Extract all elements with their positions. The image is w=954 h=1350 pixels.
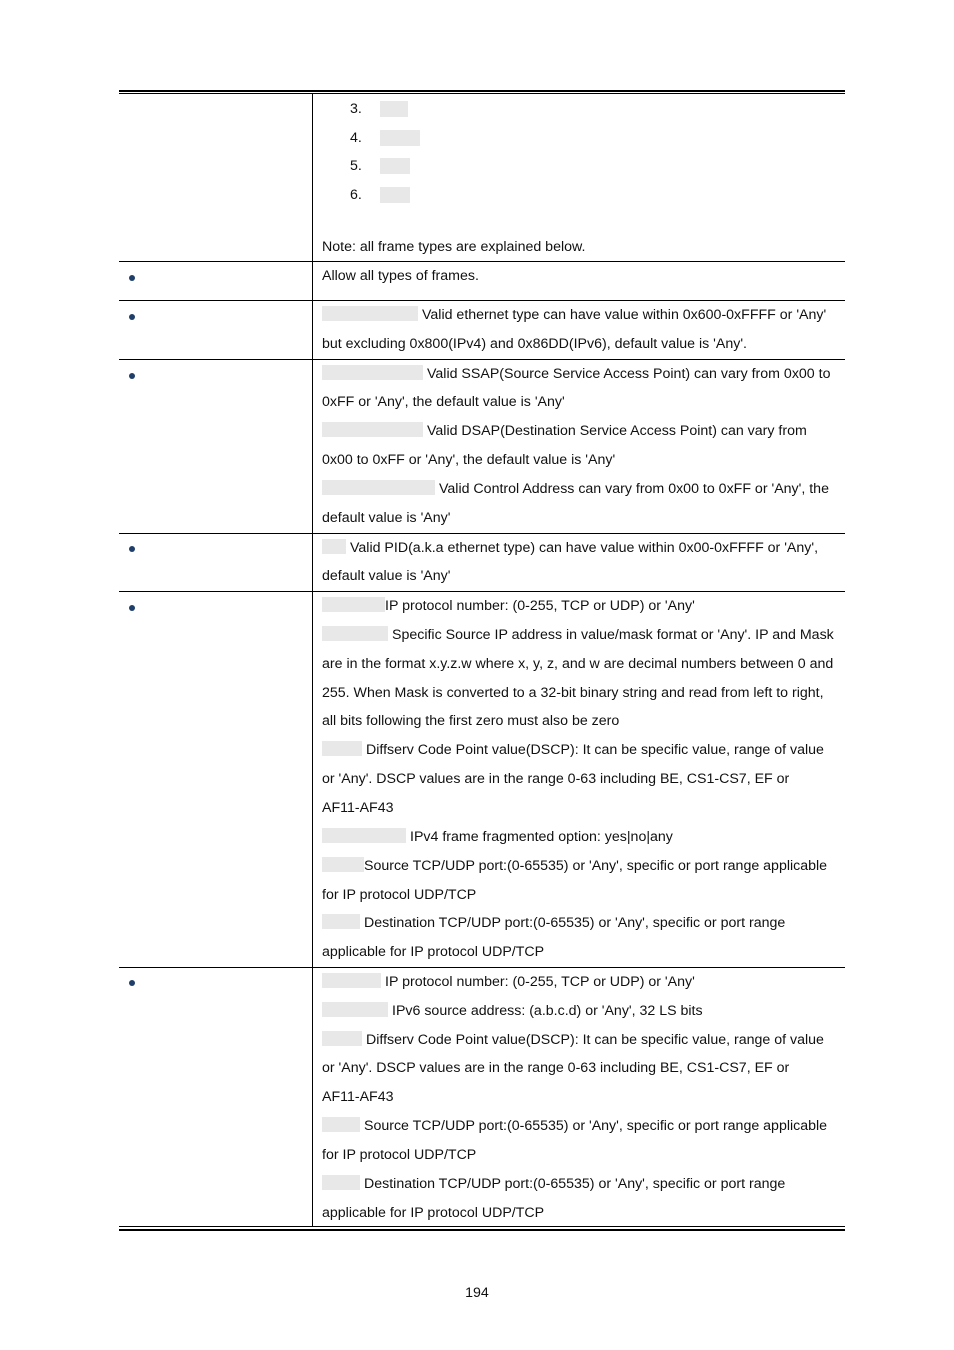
row-divider [119,300,845,301]
column-divider [312,93,313,1226]
field-name-placeholder [322,973,381,988]
llc-line: Valid DSAP(Destination Service Access Point) can vary from [322,422,807,440]
ipv4-line: Source TCP/UDP port:(0-65535) or 'Any', specific or port range applicable [322,857,827,875]
row-divider [119,591,845,592]
field-name-placeholder [322,1031,362,1046]
row-bullet [129,275,135,281]
ipv4-line: are in the format x.y.z.w where x, y, z, and w are decimal numbers between 0 and [322,656,834,672]
ipv4-line: 255. When Mask is converted to a 32-bit binary string and read from left to right, [322,685,824,701]
row-bullet [129,980,135,986]
page-number: 194 [465,1285,489,1301]
ipv4-line: Specific Source IP address in value/mask format or 'Any'. IP and Mask [322,626,834,644]
llc-line: default value is 'Any' [322,510,451,526]
row-divider [119,359,845,360]
ipv4-line: IPv4 frame fragmented option: yes|no|any [322,828,673,846]
field-name-placeholder [322,1175,360,1190]
field-name-placeholder [322,365,423,380]
row-divider [119,261,845,262]
row-divider [119,533,845,534]
ipv4-line: AF11-AF43 [322,800,394,816]
ipv4-line: Diffserv Code Point value(DSCP): It can be specific value, range of value [322,741,824,759]
table-top-rule-inner [119,93,845,94]
ipv6-line: IP protocol number: (0-255, TCP or UDP) or 'Any' [322,973,695,991]
ipv4-line: for IP protocol UDP/TCP [322,887,477,903]
field-name-placeholder [322,306,418,321]
row-bullet [129,605,135,611]
ipv4-line: IP protocol number: (0-255, TCP or UDP) or 'Any' [322,597,695,615]
table-bottom-rule [119,1229,845,1231]
llc-line: Valid SSAP(Source Service Access Point) can vary from 0x00 to [322,365,830,383]
field-name-placeholder [322,914,360,929]
ipv6-line: or 'Any'. DSCP values are in the range 0-63 including BE, CS1-CS7, EF or [322,1060,790,1076]
field-name-placeholder [322,857,364,872]
ipv6-line: Diffserv Code Point value(DSCP): It can be specific value, range of value [322,1031,824,1049]
list-item-placeholder [380,130,420,146]
list-number: 6. [350,187,362,203]
field-name-placeholder [322,1117,360,1132]
list-item-placeholder [380,158,410,174]
field-name-placeholder [322,741,362,756]
snap-line: default value is 'Any' [322,568,451,584]
ipv4-line: or 'Any'. DSCP values are in the range 0-63 including BE, CS1-CS7, EF or [322,771,790,787]
list-number: 4. [350,130,362,146]
llc-line: 0x00 to 0xFF or 'Any', the default value is 'Any' [322,452,616,468]
llc-line: Valid Control Address can vary from 0x00 to 0xFF or 'Any', the [322,480,829,498]
list-number: 5. [350,158,362,174]
field-name-placeholder [322,1002,388,1017]
ethernet-line: but excluding 0x800(IPv4) and 0x86DD(IPv6), default value is 'Any'. [322,336,747,352]
ipv6-line: AF11-AF43 [322,1089,394,1105]
row-bullet [129,373,135,379]
ipv6-line: Destination TCP/UDP port:(0-65535) or 'Any', specific or port range [322,1175,785,1193]
field-name-placeholder [322,539,346,554]
field-name-placeholder [322,480,435,495]
note-text: Note: all frame types are explained below. [322,239,586,255]
row-bullet [129,546,135,552]
table-top-rule [119,90,845,92]
ipv6-line: IPv6 source address: (a.b.c.d) or 'Any', 32 LS bits [322,1002,703,1020]
row-divider [119,967,845,968]
list-item-placeholder [380,101,408,117]
llc-line: 0xFF or 'Any', the default value is 'Any' [322,394,565,410]
field-name-placeholder [322,597,385,612]
ethernet-line: Valid ethernet type can have value within 0x600-0xFFFF or 'Any' [322,306,826,324]
field-name-placeholder [322,828,406,843]
ipv4-line: applicable for IP protocol UDP/TCP [322,944,545,960]
snap-line: Valid PID(a.k.a ethernet type) can have value within 0x00-0xFFFF or 'Any', [322,539,818,557]
row-bullet [129,314,135,320]
ipv6-line: applicable for IP protocol UDP/TCP [322,1205,545,1221]
ipv4-line: all bits following the first zero must also be zero [322,713,620,729]
list-number: 3. [350,101,362,117]
field-name-placeholder [322,422,423,437]
table-bottom-rule-inner [119,1226,845,1227]
list-item-placeholder [380,187,410,203]
ipv6-line: for IP protocol UDP/TCP [322,1147,477,1163]
ipv4-line: Destination TCP/UDP port:(0-65535) or 'Any', specific or port range [322,914,785,932]
ipv6-line: Source TCP/UDP port:(0-65535) or 'Any', specific or port range applicable [322,1117,827,1135]
field-name-placeholder [322,626,388,641]
any-description: Allow all types of frames. [322,268,479,284]
